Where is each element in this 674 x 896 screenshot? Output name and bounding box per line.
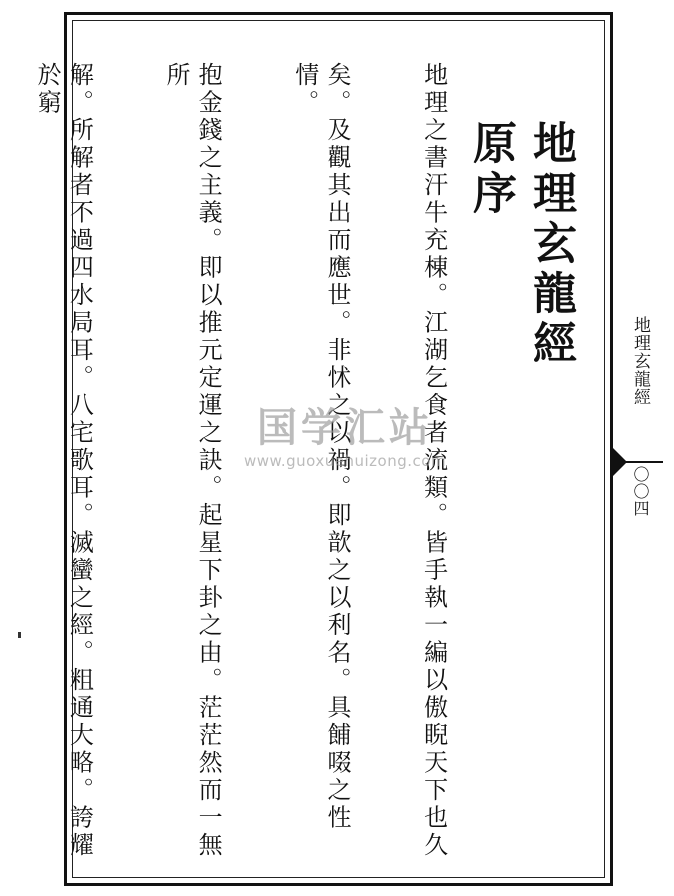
margin-divider bbox=[613, 461, 663, 463]
site-watermark bbox=[205, 405, 485, 471]
text-column: 地理之書汗牛充棟。江湖乞食者流類。皆手執一編以傲睨天下也久 bbox=[419, 62, 448, 860]
book-title-margin-label: 地理玄龍經 bbox=[630, 316, 650, 406]
chapter-title: 地理玄龍經原序 bbox=[465, 120, 576, 370]
text-column: 矣。及觀其出而應世。非怵之以禍。即歆之以利名。具餔啜之性情。 bbox=[290, 62, 351, 832]
page-number: 〇〇四 bbox=[631, 466, 650, 517]
text-column: 解。所解者不過四水局耳。八宅歌耳。滅蠻之經。粗通大略。誇耀於窮 bbox=[33, 62, 94, 860]
scan-speck bbox=[18, 632, 21, 638]
watermark-text: 国学汇站 bbox=[257, 405, 433, 451]
watermark-url: www.guoxuehuizong.com bbox=[243, 452, 447, 470]
text-column: 抱金錢之主義。即以推元定運之訣。起星下卦之由。茫茫然而一無所 bbox=[161, 62, 223, 860]
